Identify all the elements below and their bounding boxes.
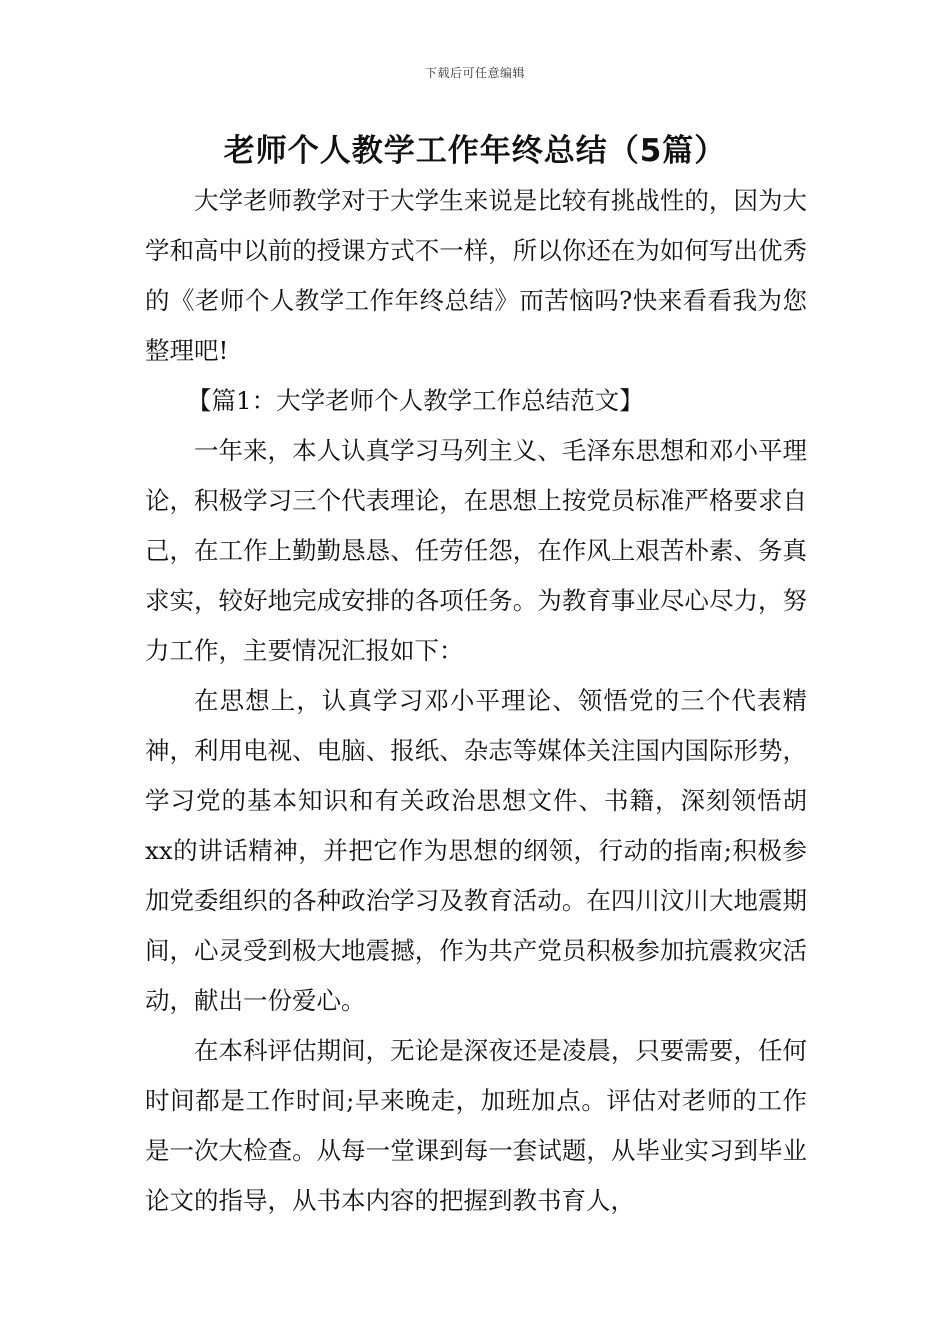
section-heading: 【篇1：大学老师个人教学工作总结范文】 bbox=[187, 386, 644, 415]
body-paragraph-2: 在思想上，认真学习邓小平理论、领悟党的三个代表精神，利用电视、电脑、报纸、杂志等媒体关注国内国际形势，学习党的基本知识和有关政治思想文件、书籍，深刻领悟胡xx的讲话精神，并把它作为思想的纲领，行动的指南;积极参加党委组织的各种政治学习及教育活动。在四川汶川大地震期间，心灵受到极大地震撼，作为共产党员积极参加抗震救灾活动，献出一份爱心。 bbox=[145, 686, 807, 1015]
intro-paragraph: 大学老师教学对于大学生来说是比较有挑战性的，因为大学和高中以前的授课方式不一样，所以你还在为如何写出优秀的《老师个人教学工作年终总结》而苦恼吗?快来看看我为您整理吧! bbox=[145, 186, 807, 365]
body-paragraph-1: 一年来，本人认真学习马列主义、毛泽东思想和邓小平理论，积极学习三个代表理论，在思想上按党员标准严格要求自己，在工作上勤勤恳恳、任劳任怨，在作风上艰苦朴素、务真求实，较好地完成安排的各项任务。为教育事业尽心尽力，努力工作，主要情况汇报如下： bbox=[145, 436, 807, 665]
document-title: 老师个人教学工作年终总结（5篇） bbox=[223, 133, 727, 169]
header-note: 下载后可任意编辑 bbox=[424, 66, 525, 80]
document-body bbox=[145, 176, 807, 1226]
body-paragraph-3: 在本科评估期间，无论是深夜还是凌晨，只要需要，任何时间都是工作时间;早来晚走，加班加点。评估对老师的工作是一次大检查。从每一堂课到每一套试题，从毕业实习到毕业论文的指导，从书本内容的把握到教书育人， bbox=[145, 1036, 807, 1215]
